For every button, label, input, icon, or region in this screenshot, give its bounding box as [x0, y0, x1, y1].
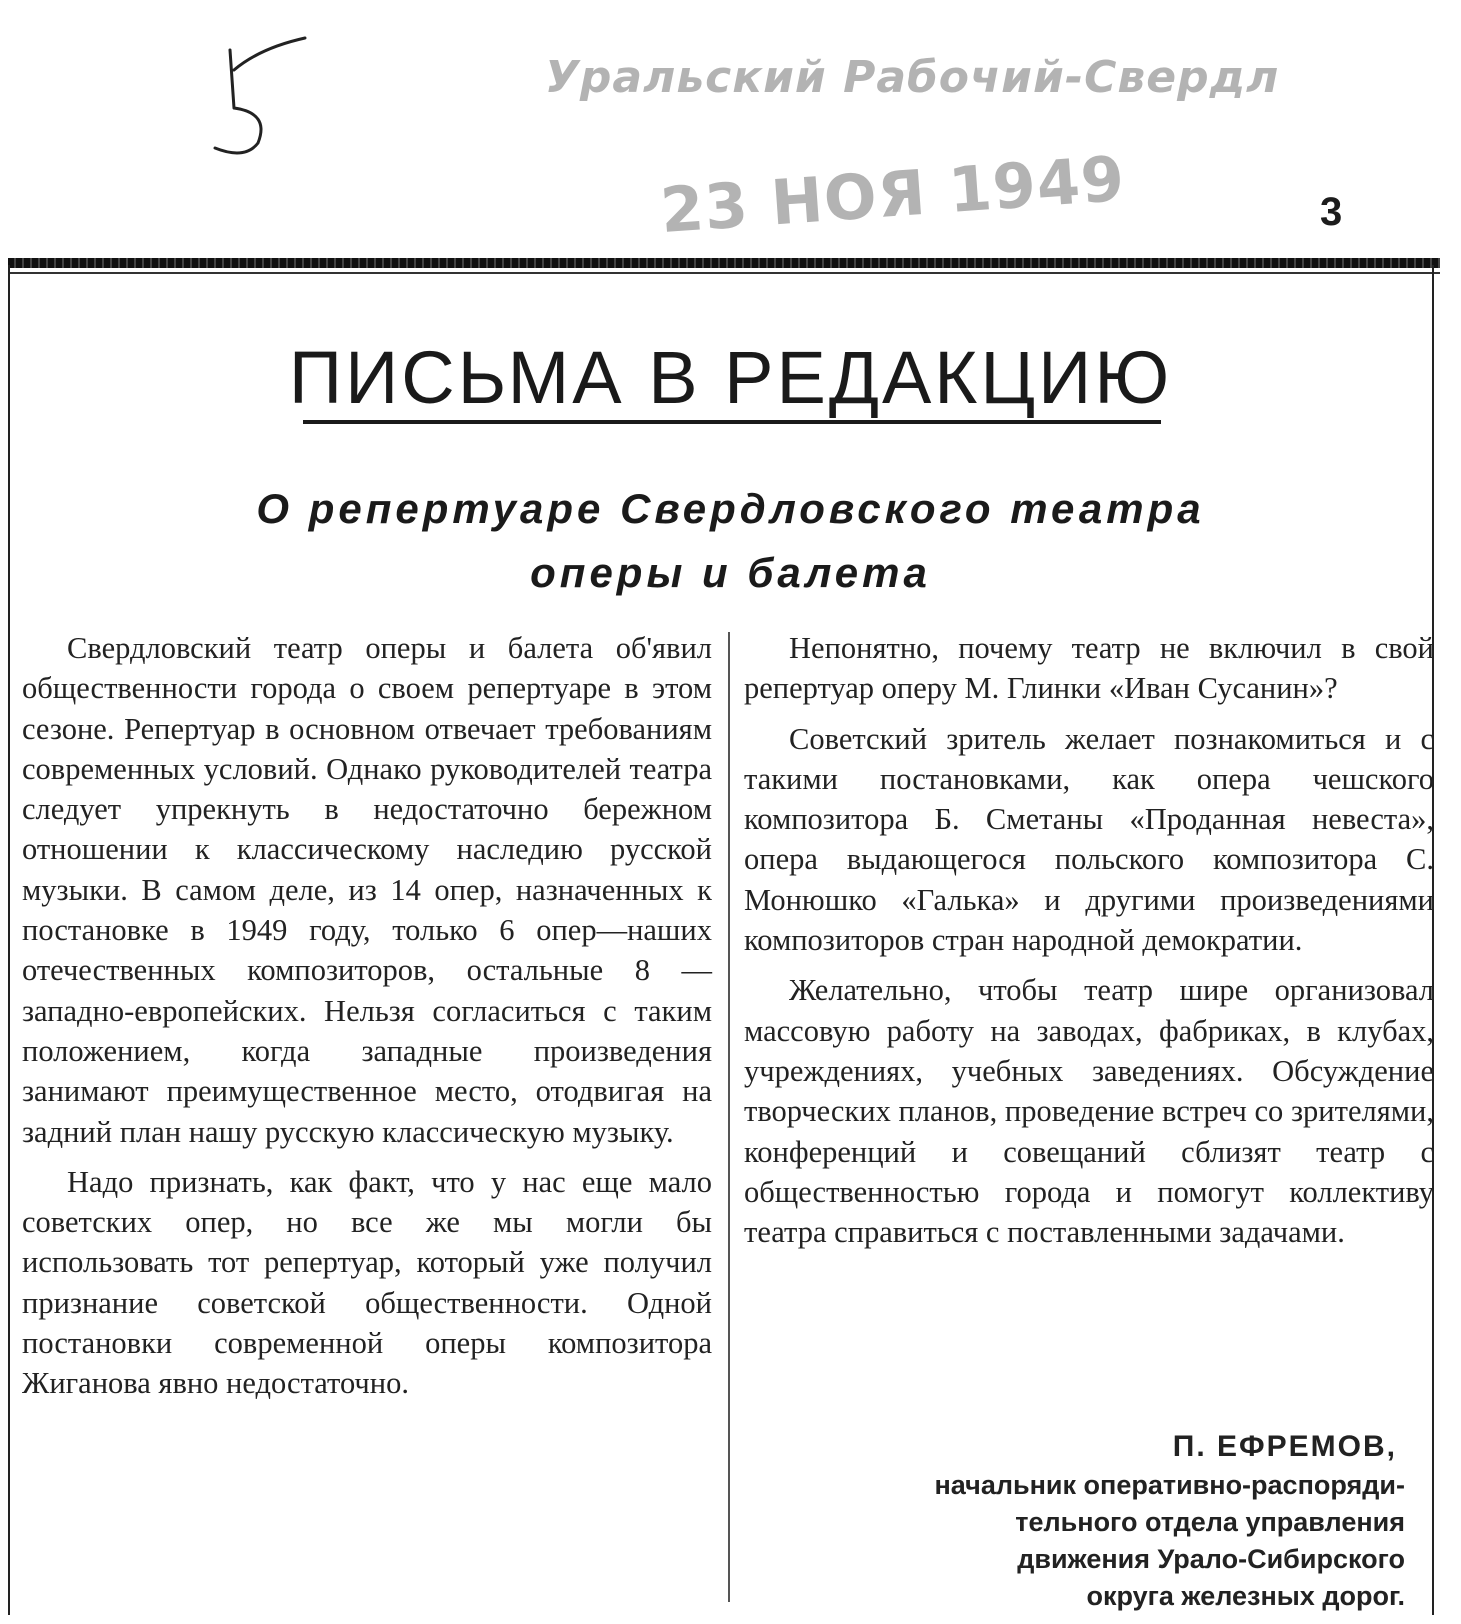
page-number: 3: [1320, 190, 1343, 234]
archive-stamp-newspaper: Уральский Рабочий-Свердл: [545, 52, 1280, 103]
paragraph: Надо признать, как факт, что у нас еще мало советских опер, но все же мы могли бы использовать тот репертуар, который уже получил признание советской общественности. Одной постановки современной оперы композитора Жиганова явно недостаточно.: [22, 1164, 712, 1401]
section-title: ПИСЬМА В РЕДАКЦИЮ: [288, 336, 1173, 419]
author-title-line: тельного отдела управления: [1015, 1507, 1405, 1537]
article-column-right: [744, 628, 1434, 1262]
author-name: П. ЕФРЕМОВ,: [1172, 1430, 1397, 1463]
article-title-line-2: оперы и балета: [530, 549, 931, 596]
column-divider: [728, 632, 730, 1602]
section-title-underline: [303, 420, 1161, 424]
author-title-line: округа железных дорог.: [1086, 1581, 1405, 1611]
author-signature: [800, 1428, 1405, 1615]
author-title-line: движения Урало-Сибирского: [1017, 1544, 1405, 1574]
header-rule-thin: [8, 272, 1440, 274]
archive-stamp-date: 23 НОЯ 1949: [658, 141, 1128, 248]
handwritten-page-mark: [200, 18, 320, 158]
paragraph: Желательно, чтобы театр шире организовал массовую работу на заводах, фабриках, в клубах, учреждениях, учебных заведениях. Обсуждение творческих планов, проведение встреч со зрителями, конференций и совещаний сблизят театр с общественностью города и помогут коллективу театра справиться с поставленными задачами.: [744, 973, 1434, 1250]
article-column-left: [22, 628, 712, 1414]
header-rule-thick: [8, 258, 1440, 268]
paragraph: Непонятно, почему театр не включил в свой репертуар оперу М. Глинки «Иван Сусанин»?: [744, 631, 1434, 706]
author-title-line: начальник оперативно-распоряди-: [934, 1470, 1405, 1500]
paragraph: Советский зритель желает познакомиться и с такими постановками, как опера чешского композитора Б. Сметаны «Проданная невеста», опера выдающегося польского композитора С. Монюшко «Галька» и другими произведениями композиторов стран народной демократии.: [744, 721, 1434, 958]
paragraph: Свердловский театр оперы и балета об'явил общественности города о своем репертуаре в этом сезоне. Репертуар в основном отвечает требованиям современных условий. Однако руководителей театра следует упрекнуть в недостаточно бережном отношении к классическому наследию русской музыки. В самом деле, из 14 опер, назначенных к постановке в 1949 году, только 6 опер—наших отечественных композиторов, остальные 8 — западно-европейских. Нельзя согласиться с таким положением, когда западные произведения занимают преимущественное место, отодвигая на задний план нашу русскую классическую музыку.: [22, 631, 712, 1149]
clipping-border-left: [8, 265, 10, 1615]
article-title-line-1: О репертуаре Свердловского театра: [256, 485, 1205, 532]
article-title: [0, 477, 1461, 605]
